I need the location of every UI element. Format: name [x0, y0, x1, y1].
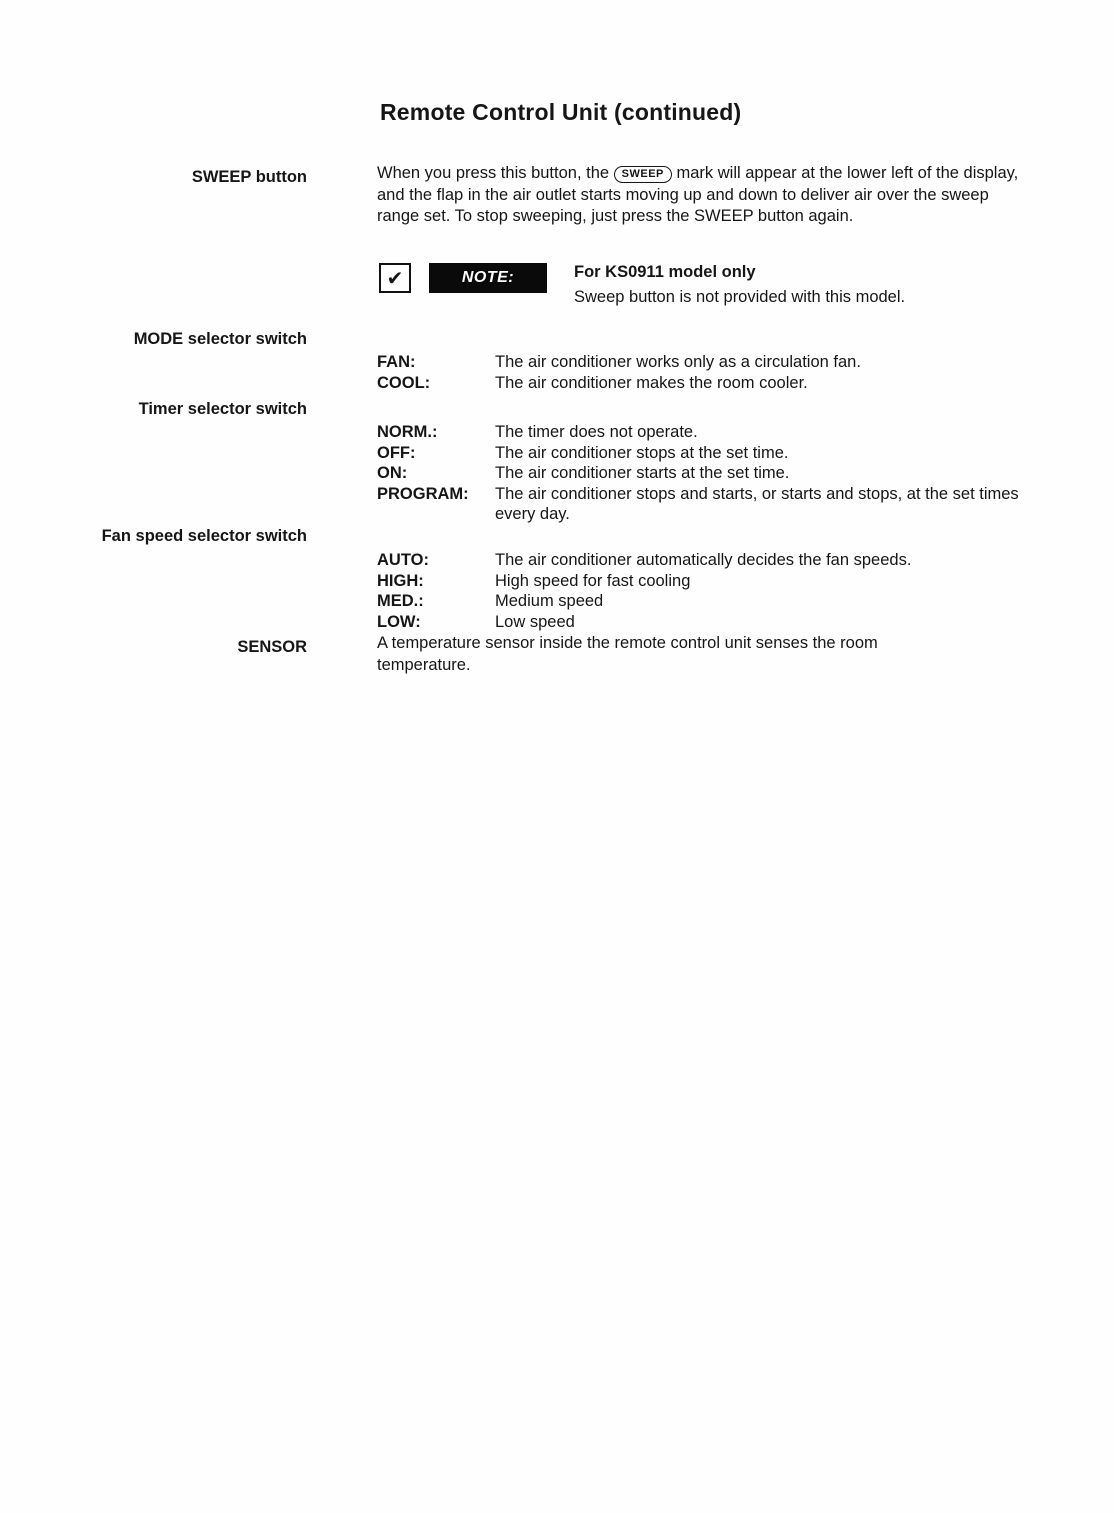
- note-chip: NOTE:: [429, 263, 547, 293]
- term: ON:: [377, 464, 408, 482]
- note-row: [379, 263, 905, 307]
- list-item: [377, 352, 1022, 373]
- description: The air conditioner stops at the set time.: [495, 443, 789, 462]
- list-item: [377, 373, 1022, 394]
- list-item: [377, 550, 1022, 571]
- sweep-paragraph-after: mark will appear at the lower left of the display, and the flap in the air outlet starts moving up and down to deliver air over the sweep range set. To stop sweeping, just press the SWEEP button again.: [377, 164, 1019, 225]
- label-sensor: SENSOR: [237, 638, 307, 656]
- checkmark-icon: ✔: [379, 263, 411, 293]
- page-title: Remote Control Unit (continued): [380, 99, 742, 126]
- description: The air conditioner makes the room cooler.: [495, 373, 808, 392]
- label-fan-speed-selector: Fan speed selector switch: [101, 527, 307, 545]
- label-timer-selector: Timer selector switch: [138, 400, 307, 418]
- list-item: [377, 591, 1022, 612]
- sensor-paragraph: A temperature sensor inside the remote control unit senses the room temperature.: [377, 634, 878, 674]
- mode-list: [377, 352, 1022, 393]
- term: AUTO:: [377, 551, 429, 569]
- sweep-paragraph-before: When you press this button, the: [377, 164, 610, 182]
- term: PROGRAM:: [377, 484, 469, 503]
- term: MED.:: [377, 592, 424, 610]
- fan-speed-list: [377, 550, 1022, 632]
- list-item: [377, 463, 1022, 484]
- description: Low speed: [495, 612, 575, 631]
- term: HIGH:: [377, 571, 424, 590]
- description: The air conditioner starts at the set time.: [495, 464, 790, 482]
- description: The air conditioner automatically decides the fan speeds.: [495, 551, 912, 569]
- term: COOL:: [377, 373, 431, 392]
- description: High speed for fast cooling: [495, 571, 691, 590]
- timer-list: [377, 422, 1022, 525]
- note-body: Sweep button is not provided with this model.: [574, 288, 906, 306]
- list-item: [377, 612, 1022, 633]
- note-text: [574, 263, 905, 307]
- description: The timer does not operate.: [495, 423, 698, 441]
- sweep-mark-badge: SWEEP: [614, 166, 672, 183]
- list-item: [377, 484, 1022, 525]
- term: OFF:: [377, 443, 416, 462]
- list-item: [377, 571, 1022, 592]
- list-item: [377, 443, 1022, 464]
- label-mode-selector: MODE selector switch: [133, 330, 307, 348]
- sweep-paragraph: [377, 163, 1022, 228]
- term: NORM.:: [377, 423, 438, 441]
- description: The air conditioner stops and starts, or starts and stops, at the set times every day.: [495, 484, 1019, 523]
- term: LOW:: [377, 612, 421, 631]
- description: Medium speed: [495, 592, 604, 610]
- note-heading: For KS0911 model only: [574, 263, 756, 281]
- term: FAN:: [377, 353, 416, 371]
- label-sweep-button: SWEEP button: [191, 168, 307, 186]
- list-item: [377, 422, 1022, 443]
- description: The air conditioner works only as a circulation fan.: [495, 353, 861, 371]
